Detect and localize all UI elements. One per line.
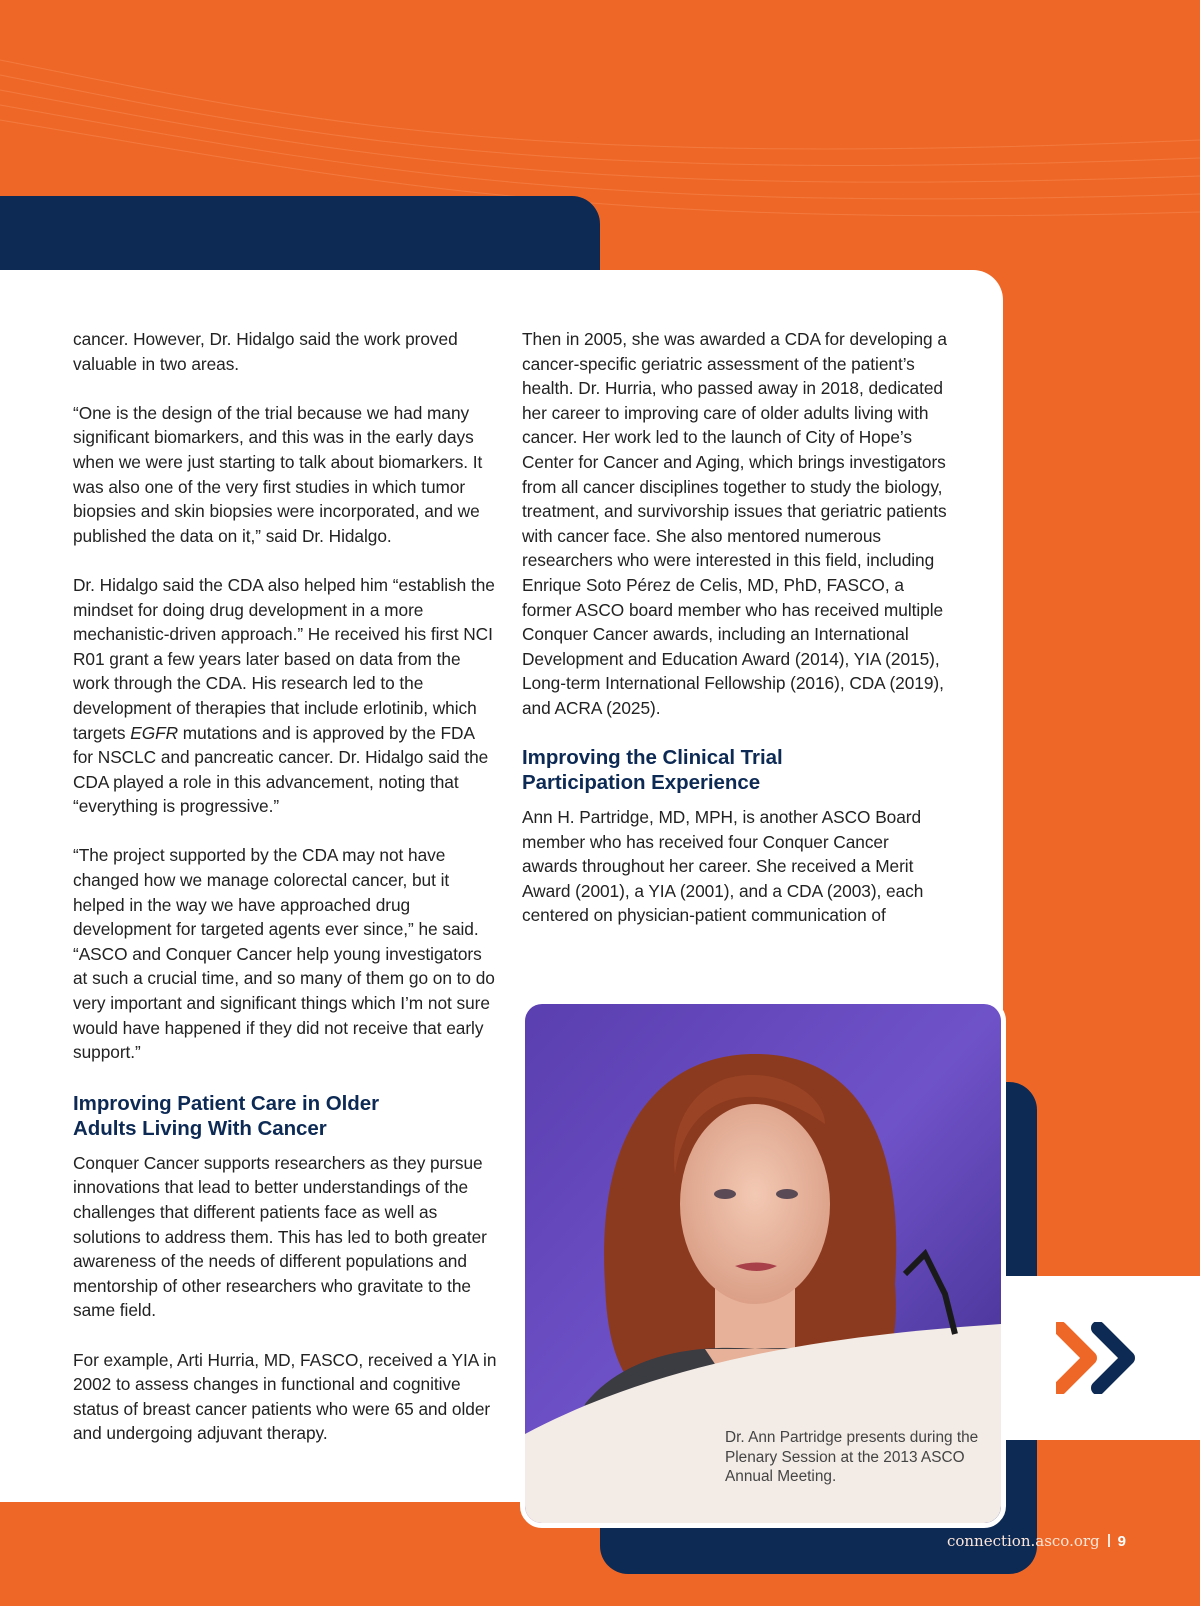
- paragraph: Dr. Hidalgo said the CDA also helped him “establish the mindset for doing drug development in a more mechanistic-driven approach.” He received his first NCI R01 grant a few years later based on data from the work through the CDA. His research led to the development of therapies that include erlotinib, which targets EGFR mutations and is approved by the FDA for NSCLC and pancreatic cancer. Dr. Hidalgo said the CDA played a role in this advancement, noting that “everything is progressive.”: [73, 574, 495, 817]
- footer-divider: [1108, 1534, 1110, 1547]
- paragraph: cancer. However, Dr. Hidalgo said the work proved valuable in two areas.: [73, 329, 458, 374]
- paragraph: Then in 2005, she was awarded a CDA for developing a cancer-specific geriatric assessment of the patient’s health. Dr. Hurria, who passed away in 2018, dedicated her career to improving care of older adults living with cancer. Her work led to the launch of City of Hope’s Center for Cancer and Aging, which brings investigators from all cancer disciplines together to study the biology, treatment, and survivorship issues that geriatric patients with cancer face. She also mentored numerous researchers who were interested in this field, including Enrique Soto Pérez de Celis, MD, PhD, FASCO, a former ASCO board member who has received multiple Conquer Cancer awards, including an International Development and Education Award (2014), YIA (2015), Long-term International Fellowship (2016), CDA (2019), and ACRA (2025).: [522, 329, 947, 718]
- right-column: [522, 327, 947, 928]
- section-heading: Improving the Clinical Trial Participation Experience: [522, 746, 783, 795]
- footer-url[interactable]: connection.asco.org: [946, 1532, 1100, 1550]
- paragraph: For example, Arti Hurria, MD, FASCO, received a YIA in 2002 to assess changes in functional and cognitive status of breast cancer patients who were 65 and older and undergoing adjuvant therapy.: [73, 1349, 497, 1444]
- paragraph: “One is the design of the trial because we had many significant biomarkers, and this was in the early days when we were just starting to talk about biomarkers. It was also one of the very first studies in which tumor biopsies and skin biopsies were incorporated, and we published the data on it,” said Dr. Hidalgo.: [73, 402, 483, 546]
- page-footer: [947, 1532, 1126, 1550]
- paragraph: Conquer Cancer supports researchers as they pursue innovations that lead to better understandings of the challenges that different patients face as well as solutions to address them. This has led to both greater awareness of the needs of different populations and mentorship of other researchers who gravitate to the same field.: [73, 1152, 487, 1321]
- gene-name: EGFR: [130, 722, 179, 743]
- photo-caption: Dr. Ann Partridge presents during the Plenary Session at the 2013 ASCO Annual Meeting.: [725, 1429, 979, 1485]
- paragraph: Ann H. Partridge, MD, MPH, is another ASCO Board member who has received four Conquer Cancer awards throughout her career. She received a Merit Award (2001), a YIA (2001), and a CDA (2003), each centered on physician-patient communication of: [522, 807, 924, 926]
- left-column: [73, 327, 498, 1446]
- section-heading: Improving Patient Care in Older Adults Living With Cancer: [73, 1091, 380, 1140]
- paragraph: “The project supported by the CDA may not have changed how we manage colorectal cancer, but it helped in the way we have approached drug development for targeted agents ever since,” he said. “ASCO and Conquer Cancer help young investigators at such a crucial time, and so many of them go on to do very important and significant things which I’m not sure would have happened if they did not receive that early support.”: [73, 845, 495, 1063]
- double-chevron-icon: [1056, 1322, 1142, 1394]
- page-number: 9: [1117, 1533, 1126, 1550]
